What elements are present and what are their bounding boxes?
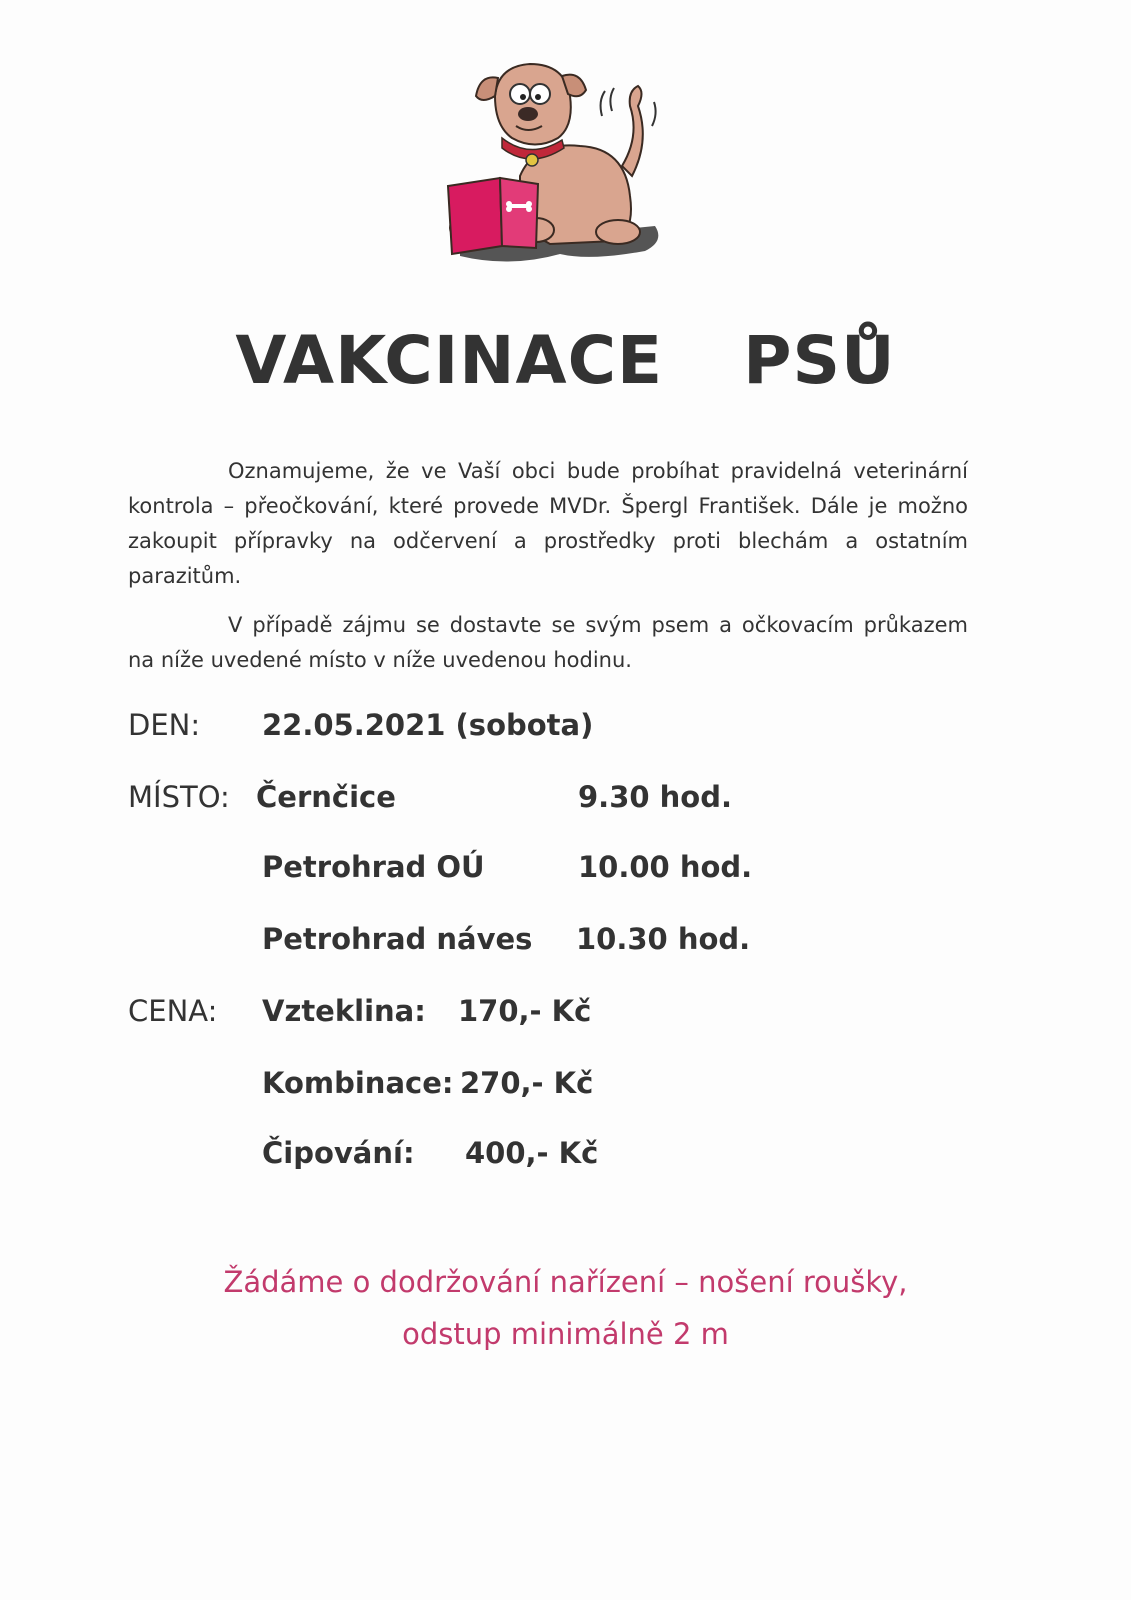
place-time: 10.30 hod. [576,922,751,956]
date-value: 22.05.2021 (sobota) [262,708,594,742]
place-name: Petrohrad OÚ [262,850,485,884]
price-label: CENA: [128,994,218,1028]
price-value: 270,- Kč [460,1066,594,1100]
place-time: 9.30 hod. [578,780,732,814]
place-time: 10.00 hod. [578,850,753,884]
price-value: 400,- Kč [465,1136,599,1170]
instruction-paragraph: V případě zájmu se dostavte se svým psem a očkovacím průkazem na níže uvedené místo v níže uvedenou hodinu. [128,613,968,672]
place-label: MÍSTO: [128,780,230,814]
intro-paragraph: Oznamujeme, že ve Vaší obci bude probíhat pravidelná veterinární kontrola – přeočkování, které provede MVDr. Špergl František. Dále je možno zakoupit přípravky na odčervení a prostředky proti blechám a ostatním parazitům. [128,459,968,588]
date-label: DEN: [128,708,201,742]
place-name: Černčice [256,780,396,814]
notice-line-1: Žádáme o dodržování nařízení – nošení roušky, [223,1265,908,1299]
price-value: 170,- Kč [458,994,592,1028]
dog-reading-book-icon [440,56,670,271]
notice-line-2: odstup minimálně 2 m [402,1317,729,1351]
price-name: Čipování: [262,1136,415,1170]
price-name: Kombinace: [262,1066,454,1100]
price-name: Vzteklina: [262,994,426,1028]
place-name: Petrohrad náves [262,922,533,956]
title-word-dogs: PSŮ [743,322,896,399]
title-word-vaccination: VAKCINACE [235,322,664,399]
safety-notice [0,1256,1131,1360]
page-title [0,322,1131,399]
